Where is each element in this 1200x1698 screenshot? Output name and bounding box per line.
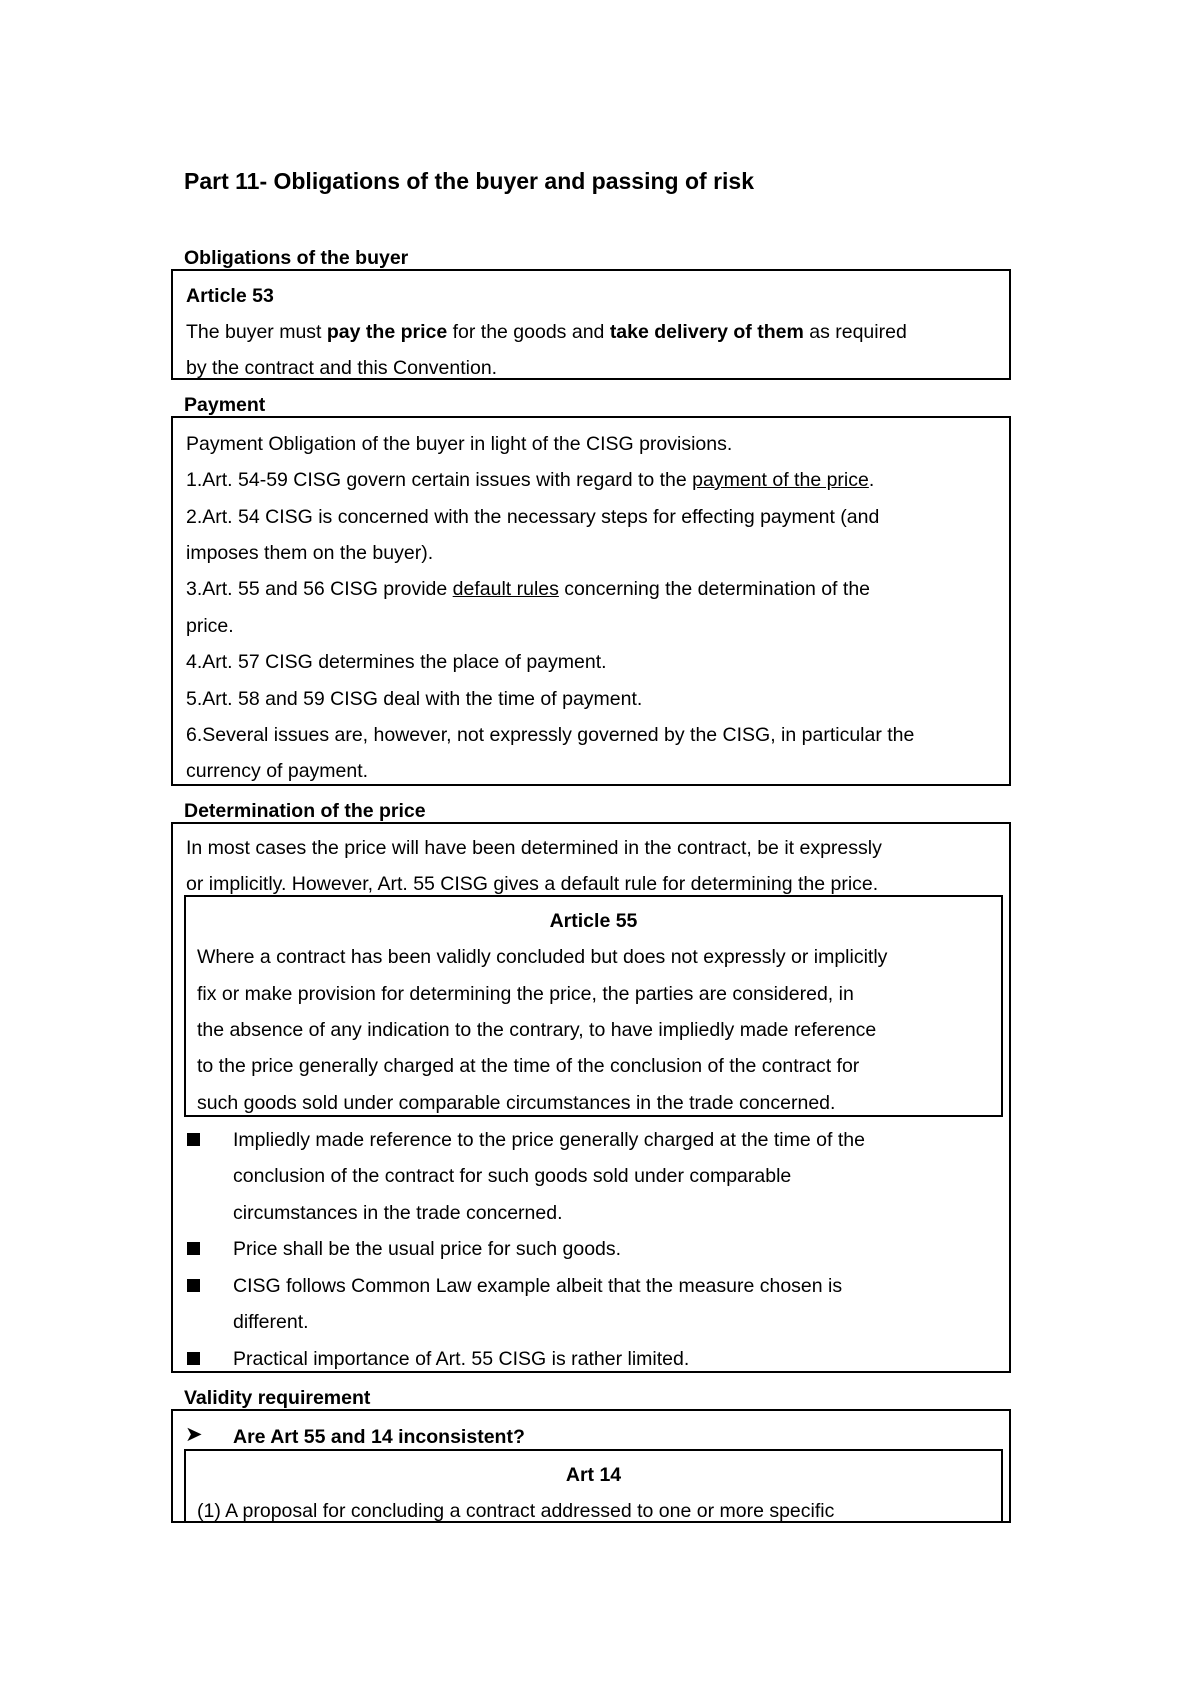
square-bullet-icon	[187, 1242, 200, 1255]
payment-line: 4.Art. 57 CISG determines the place of payment.	[186, 651, 607, 673]
payment-line: price.	[186, 615, 234, 637]
square-bullet-icon	[187, 1352, 200, 1365]
article-55-line: fix or make provision for determining the price, the parties are considered, in	[197, 983, 854, 1005]
payment-line: 6.Several issues are, however, not expressly governed by the CISG, in particular the	[186, 724, 915, 746]
determination-line: In most cases the price will have been determined in the contract, be it expressly	[186, 837, 882, 859]
determination-box	[171, 822, 1011, 1373]
section-heading-obligations: Obligations of the buyer	[184, 247, 409, 269]
validity-box	[171, 1409, 1011, 1523]
payment-line: imposes them on the buyer).	[186, 542, 434, 564]
article-14-box	[184, 1449, 1003, 1523]
section-heading-validity: Validity requirement	[184, 1387, 371, 1409]
payment-line: 1.Art. 54-59 CISG govern certain issues with regard to the payment of the price.	[186, 469, 875, 491]
payment-line: 2.Art. 54 CISG is concerned with the necessary steps for effecting payment (and	[186, 506, 880, 528]
article-55-line: such goods sold under comparable circumstances in the trade concerned.	[197, 1092, 836, 1114]
article-55-box	[184, 895, 1003, 1117]
article-14-line: (1) A proposal for concluding a contract addressed to one or more specific	[197, 1500, 835, 1522]
determination-line: or implicitly. However, Art. 55 CISG gives a default rule for determining the price.	[186, 873, 879, 895]
bullet-text: Impliedly made reference to the price generally charged at the time of the	[233, 1129, 865, 1151]
article-53-text: The buyer must pay the price for the goods and take delivery of them as required	[186, 321, 907, 343]
section-heading-determination: Determination of the price	[184, 800, 426, 822]
bullet-text: circumstances in the trade concerned.	[233, 1202, 563, 1224]
bullet-text: conclusion of the contract for such goods sold under comparable	[233, 1165, 792, 1187]
bullet-text: different.	[233, 1311, 309, 1333]
payment-line: currency of payment.	[186, 760, 369, 782]
validity-question: Are Art 55 and 14 inconsistent?	[233, 1426, 525, 1448]
bullet-text: CISG follows Common Law example albeit that the measure chosen is	[233, 1275, 843, 1297]
square-bullet-icon	[187, 1133, 200, 1146]
article-53-label: Article 53	[186, 285, 274, 307]
arrow-bullet-icon: ➤	[185, 1423, 203, 1446]
article-53-text-cont: by the contract and this Convention.	[186, 357, 498, 379]
article-53-box	[171, 269, 1011, 380]
bullet-text: Price shall be the usual price for such goods.	[233, 1238, 622, 1260]
payment-line: 5.Art. 58 and 59 CISG deal with the time of payment.	[186, 688, 643, 710]
section-heading-payment: Payment	[184, 394, 266, 416]
article-55-line: to the price generally charged at the time of the conclusion of the contract for	[197, 1055, 860, 1077]
article-55-line: the absence of any indication to the contrary, to have impliedly made reference	[197, 1019, 877, 1041]
payment-line: 3.Art. 55 and 56 CISG provide default rules concerning the determination of the	[186, 578, 871, 600]
square-bullet-icon	[187, 1279, 200, 1292]
article-14-label: Art 14	[565, 1464, 622, 1486]
payment-line: Payment Obligation of the buyer in light of the CISG provisions.	[186, 433, 733, 455]
page-title: Part 11- Obligations of the buyer and passing of risk	[184, 168, 755, 194]
article-55-label: Article 55	[549, 910, 638, 932]
bullet-text: Practical importance of Art. 55 CISG is rather limited.	[233, 1348, 690, 1370]
payment-box	[171, 416, 1011, 786]
article-55-line: Where a contract has been validly concluded but does not expressly or implicitly	[197, 946, 888, 968]
